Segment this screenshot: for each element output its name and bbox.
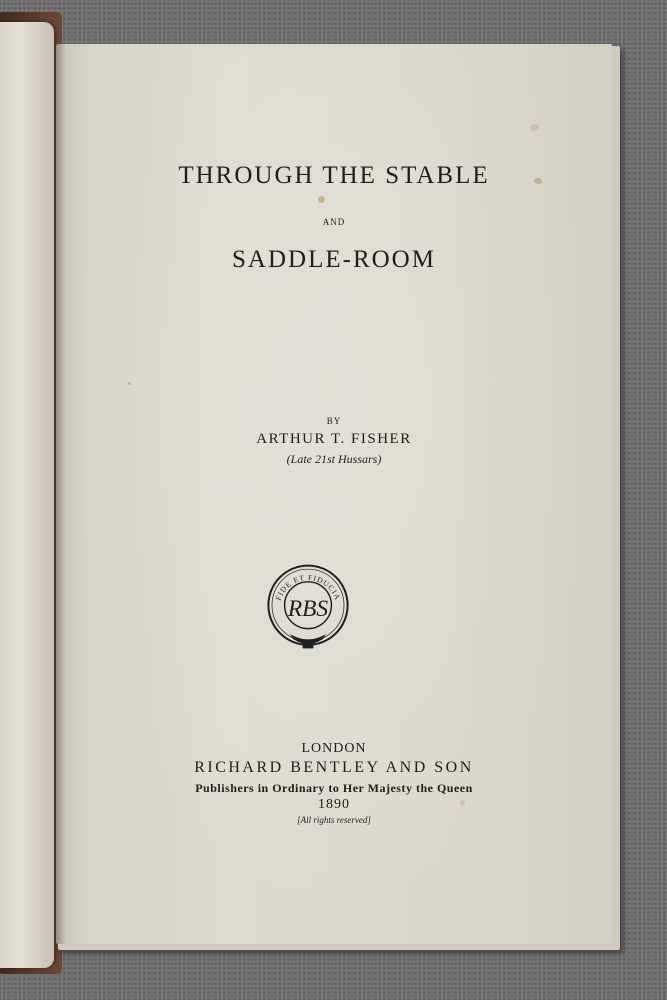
publisher-seal-icon	[263, 562, 353, 652]
imprint-rights: [All rights reserved]	[297, 815, 371, 825]
imprint-publisher: RICHARD BENTLEY AND SON	[194, 759, 474, 776]
imprint-place: LONDON	[301, 741, 367, 756]
title-line-1: THROUGH THE STABLE	[178, 162, 490, 189]
seal-motto: FIDE ET FIDUCIA	[273, 572, 343, 602]
author-note: (Late 21st Hussars)	[286, 452, 382, 466]
foxing-spot	[128, 382, 131, 385]
seal-monogram: RBS	[287, 596, 329, 622]
title-page	[56, 44, 612, 944]
title-line-2: SADDLE-ROOM	[232, 246, 436, 273]
left-page	[0, 22, 54, 968]
imprint-publisher-note: Publishers in Ordinary to Her Majesty the Queen	[195, 781, 473, 795]
title-conjunction: AND	[322, 217, 346, 227]
author-name: ARTHUR T. FISHER	[256, 431, 412, 447]
byline-by: BY	[326, 416, 342, 426]
foxing-spot	[530, 124, 539, 131]
foxing-spot	[318, 196, 325, 203]
imprint-year: 1890	[318, 797, 350, 812]
